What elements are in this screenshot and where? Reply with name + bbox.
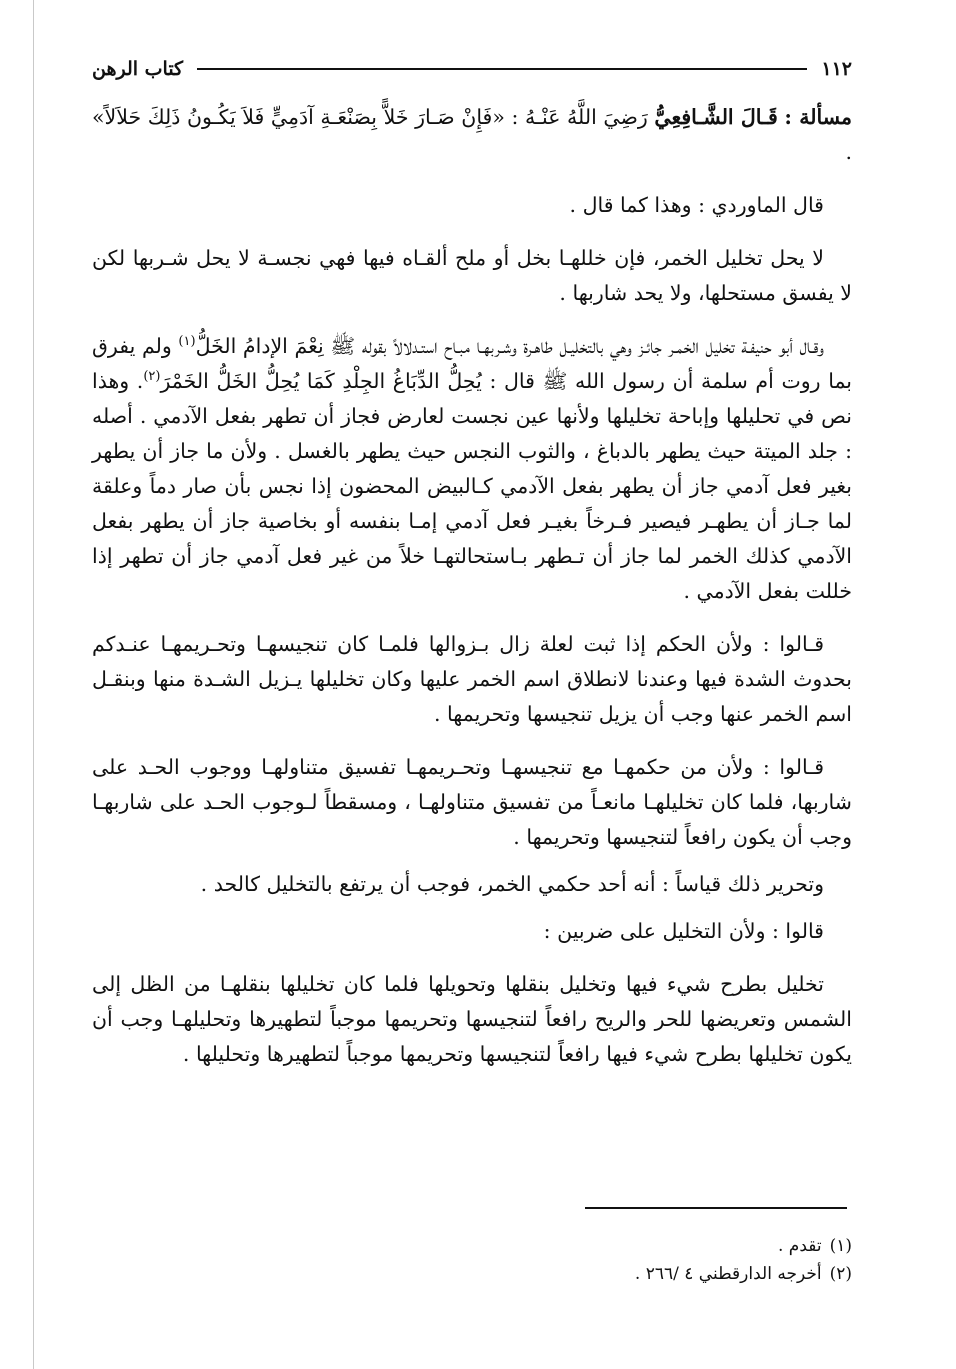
page-number: ١١٢ xyxy=(821,58,852,80)
footnotes xyxy=(432,1232,852,1288)
book-title: كتاب الرهن xyxy=(92,58,184,80)
hadith-quote-1: نِعْمَ الإدامُ الخَلُّ xyxy=(195,334,324,358)
footnote-number: (١) xyxy=(829,1236,852,1256)
paragraph-abu-hanifa xyxy=(92,329,852,609)
masala-label: مسألة : xyxy=(784,105,852,129)
footnote-text: تقدم . xyxy=(777,1236,822,1256)
paragraph-mawardi: قال الماوردي : وهذا كما قال . xyxy=(569,193,824,217)
footnote-ref-2: (٢) xyxy=(143,369,161,385)
book-page xyxy=(92,52,852,1072)
abu-hanifa-text-b: ولم يفرق بما روت أم سلمة أن رسول الله ﷺ قال : xyxy=(92,334,853,393)
footnote-rule xyxy=(585,1207,847,1209)
hadith-quote-2: يُحِلُّ الدِّبَاغُ الجِلْدِ كَمَا يُحِلُّ الخَلُّ الخَمْرَ xyxy=(160,369,482,393)
footnote-text: أخرجه الدارقطني ٤ /٢٦٦ . xyxy=(634,1264,822,1284)
paragraph-ruling: لا يحل تخليل الخمر، فإن خللهـا بخل أو ملح ألقـاه فيها فهي نجسـة لا يحل شـربها لكن لا يفسق مستحلها، ولا يحد شاربها . xyxy=(92,246,852,305)
masala-imam: قَـالَ الشَّـافِعِيُّ xyxy=(654,105,778,129)
paragraph-tahrir: وتحرير ذلك قياساً : أنه أحد حكمي الخمر، فوجب أن يرتفع بالتخليل كالحد . xyxy=(200,872,824,896)
paragraph-qalu-3: قالوا : ولأن التخليل على ضربين : xyxy=(543,919,824,943)
paragraph-qalu-1: قـالوا : ولأن الحكم إذا ثبت لعلة زال بـزوالها فلمـا كان تنجيسهـا وتحـريمهـا عنـدكم بحدوث الشدة فيها وعندنا لانطلاق اسم الخمر عليها وكان تخليلها يـزيل الشـدة منها وبنقـل اسم الخمر عنها وجب أن يزيل تنجيسها وتحريمها . xyxy=(92,632,852,726)
scan-edge-line xyxy=(33,0,34,1369)
header-rule xyxy=(197,68,807,70)
footnote-2 xyxy=(432,1260,852,1288)
abu-hanifa-text-c: . وهذا نص في تحليلها وإباحة تخليلها ولأنها عين نجست لعارض فجاز أن تطهر بفعل الآدمي . أصله : جلد الميتة حيث يطهر بالدباغ ، والثوب النجس حيث يطهر بالغسل . ولأن ما جاز أن يطهر بغير فعل آدمي جاز أن يطهر بفعل الآدمي كـالبيض المحضون إذا نجس بأن صار دماً وعلقة لما جـاز أن يطهـر فيصير فـرخاً بغيـر فعل آدمي إمـا بنفسه أو بخاصية جاز أن يطهر بفعل الآدمي كذلك الخمر لما جاز أن تـطهر بـاستحالتهـا خلاً من غير فعل آدمي جاز أن تطهر إذا خللت بفعل الآدمي . xyxy=(92,369,852,603)
footnote-number: (٢) xyxy=(829,1264,852,1284)
paragraph-takhlil: تخليل بطرح شيء فيها وتخليل بنقلها وتحويلها فلما كان تخليلها بنقلهـا من الظل إلى الشمس وتعريضها للحر والريح رافعاً لتنجيسها وتحريمها موجباً لتطهيرها وتحليلهـا وجب أن يكون تخليلها بطرح شيء فيها رافعاً لتنجيسها وتحريمها موجباً لتطهيرها وتحليلها . xyxy=(92,972,852,1066)
masala-paragraph xyxy=(92,100,852,170)
footnote-ref-1: (١) xyxy=(178,334,196,350)
footnote-1 xyxy=(432,1232,852,1260)
paragraph-qalu-2: قـالوا : ولأن من حكمهـا مع تنجيسهـا وتحـريمهـا تفسيق متناولهـا ووجوب الحـد على شاربها، فلما كان تخليلهـا مانعـاً من تفسيق متناولهـا ، ومسقطاً لـوجوب الحـد على شاربهـا وجب أن يكون رافعاً لتنجيسها وتحريمها . xyxy=(92,755,852,849)
abu-hanifa-text-a: وقـال أبو حنيفـة تخليل الخمـر جائـز وهي بالتخليـل طاهـرة وشـربهـا مبـاح استـدلالاً بقوله ﷺ xyxy=(330,334,824,358)
running-header xyxy=(92,52,852,86)
masala-text: رَضِيَ اللَّهُ عَنْـهُ : «فَإِنْ صَـارَ خَلاًّ بِصَنْعَـةِ آدَمِيٍّ فَلاَ يَكُـونُ ذَلِكَ حَلاَلاً» . xyxy=(92,105,852,164)
